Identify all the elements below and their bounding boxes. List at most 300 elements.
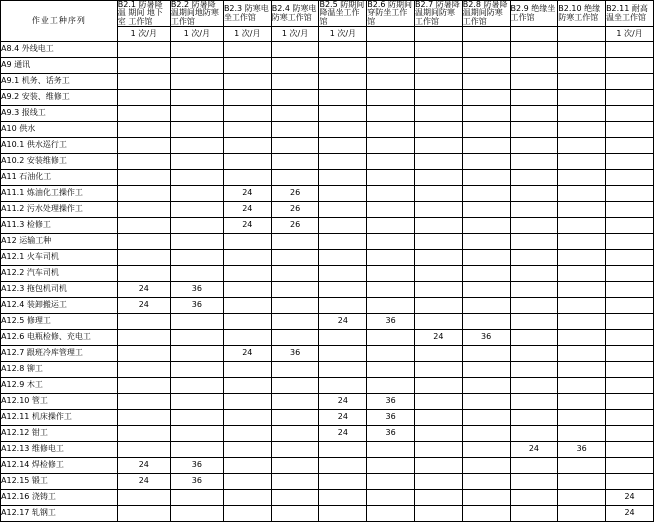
cell-B2-7[interactable] [415,298,463,314]
cell-B2-3[interactable] [223,58,271,74]
cell-B2-5[interactable] [319,362,367,378]
cell-B2-9[interactable] [510,298,558,314]
cell-B2-11[interactable] [606,458,654,474]
cell-B2-3[interactable] [223,90,271,106]
cell-B2-5[interactable] [319,170,367,186]
cell-B2-5[interactable] [319,218,367,234]
cell-B2-2[interactable] [170,42,223,58]
cell-B2-2[interactable]: 36 [170,282,223,298]
cell-B2-5[interactable] [319,234,367,250]
cell-B2-6[interactable] [367,362,415,378]
cell-B2-4[interactable] [271,266,319,282]
cell-B2-2[interactable] [170,218,223,234]
cell-B2-10[interactable] [558,362,606,378]
cell-B2-3[interactable] [223,330,271,346]
table-row[interactable] [1,154,654,170]
cell-B2-5[interactable] [319,458,367,474]
cell-B2-6[interactable] [367,378,415,394]
cell-B2-7[interactable] [415,234,463,250]
cell-B2-7[interactable] [415,426,463,442]
cell-B2-7[interactable] [415,266,463,282]
table-row[interactable] [1,298,654,314]
cell-B2-4[interactable] [271,250,319,266]
cell-B2-7[interactable] [415,442,463,458]
cell-B2-6[interactable]: 36 [367,314,415,330]
cell-B2-6[interactable]: 36 [367,410,415,426]
cell-B2-2[interactable] [170,266,223,282]
cell-B2-7[interactable] [415,106,463,122]
cell-B2-10[interactable] [558,378,606,394]
cell-B2-11[interactable] [606,58,654,74]
cell-B2-8[interactable] [462,106,510,122]
cell-B2-7[interactable] [415,314,463,330]
cell-B2-7[interactable] [415,410,463,426]
cell-B2-7[interactable] [415,138,463,154]
cell-B2-8[interactable] [462,410,510,426]
cell-B2-3[interactable] [223,474,271,490]
cell-B2-11[interactable] [606,282,654,298]
cell-B2-9[interactable] [510,426,558,442]
cell-B2-6[interactable] [367,330,415,346]
cell-B2-4[interactable] [271,106,319,122]
cell-B2-7[interactable] [415,490,463,506]
cell-B2-1[interactable] [117,346,170,362]
cell-B2-3[interactable] [223,410,271,426]
cell-B2-6[interactable] [367,266,415,282]
table-row[interactable] [1,138,654,154]
cell-B2-9[interactable] [510,474,558,490]
cell-B2-4[interactable] [271,506,319,522]
cell-B2-5[interactable] [319,506,367,522]
cell-B2-11[interactable] [606,378,654,394]
cell-B2-10[interactable] [558,218,606,234]
table-row[interactable] [1,186,654,202]
cell-B2-3[interactable]: 24 [223,218,271,234]
table-row[interactable] [1,474,654,490]
cell-B2-2[interactable] [170,346,223,362]
cell-B2-5[interactable]: 24 [319,426,367,442]
cell-B2-1[interactable] [117,138,170,154]
cell-B2-8[interactable] [462,74,510,90]
cell-B2-6[interactable] [367,298,415,314]
cell-B2-8[interactable] [462,234,510,250]
cell-B2-4[interactable] [271,154,319,170]
cell-B2-4[interactable] [271,362,319,378]
cell-B2-9[interactable] [510,74,558,90]
cell-B2-8[interactable] [462,362,510,378]
cell-B2-9[interactable] [510,42,558,58]
cell-B2-1[interactable]: 24 [117,298,170,314]
table-row[interactable] [1,218,654,234]
cell-B2-10[interactable] [558,298,606,314]
cell-B2-1[interactable] [117,186,170,202]
cell-B2-11[interactable] [606,74,654,90]
cell-B2-4[interactable]: 26 [271,218,319,234]
cell-B2-7[interactable] [415,154,463,170]
cell-B2-4[interactable]: 36 [271,346,319,362]
cell-B2-6[interactable] [367,474,415,490]
cell-B2-4[interactable] [271,442,319,458]
cell-B2-3[interactable] [223,394,271,410]
cell-B2-4[interactable] [271,330,319,346]
cell-B2-5[interactable] [319,202,367,218]
cell-B2-7[interactable] [415,90,463,106]
cell-B2-11[interactable] [606,250,654,266]
cell-B2-1[interactable] [117,394,170,410]
cell-B2-11[interactable] [606,154,654,170]
table-row[interactable] [1,330,654,346]
cell-B2-10[interactable] [558,42,606,58]
cell-B2-8[interactable] [462,458,510,474]
cell-B2-3[interactable] [223,42,271,58]
cell-B2-9[interactable] [510,314,558,330]
cell-B2-2[interactable] [170,90,223,106]
cell-B2-1[interactable] [117,170,170,186]
cell-B2-5[interactable] [319,42,367,58]
cell-B2-7[interactable] [415,346,463,362]
cell-B2-3[interactable] [223,442,271,458]
cell-B2-10[interactable] [558,266,606,282]
cell-B2-5[interactable] [319,58,367,74]
cell-B2-3[interactable] [223,362,271,378]
cell-B2-6[interactable]: 36 [367,426,415,442]
cell-B2-2[interactable] [170,410,223,426]
cell-B2-8[interactable] [462,154,510,170]
cell-B2-5[interactable] [319,378,367,394]
cell-B2-5[interactable] [319,250,367,266]
cell-B2-6[interactable] [367,138,415,154]
cell-B2-2[interactable] [170,490,223,506]
cell-B2-1[interactable] [117,122,170,138]
cell-B2-10[interactable] [558,90,606,106]
cell-B2-1[interactable] [117,506,170,522]
cell-B2-2[interactable]: 36 [170,458,223,474]
cell-B2-2[interactable] [170,314,223,330]
cell-B2-7[interactable] [415,58,463,74]
cell-B2-1[interactable] [117,218,170,234]
cell-B2-10[interactable] [558,170,606,186]
cell-B2-1[interactable] [117,490,170,506]
cell-B2-4[interactable]: 26 [271,186,319,202]
cell-B2-3[interactable] [223,490,271,506]
cell-B2-9[interactable] [510,458,558,474]
cell-B2-10[interactable] [558,474,606,490]
cell-B2-8[interactable] [462,426,510,442]
cell-B2-2[interactable] [170,74,223,90]
cell-B2-9[interactable] [510,186,558,202]
cell-B2-3[interactable] [223,458,271,474]
cell-B2-8[interactable] [462,378,510,394]
cell-B2-2[interactable] [170,442,223,458]
cell-B2-1[interactable]: 24 [117,282,170,298]
cell-B2-11[interactable] [606,218,654,234]
cell-B2-1[interactable] [117,58,170,74]
cell-B2-6[interactable] [367,42,415,58]
cell-B2-7[interactable] [415,122,463,138]
cell-B2-11[interactable] [606,298,654,314]
cell-B2-10[interactable] [558,314,606,330]
cell-B2-5[interactable] [319,138,367,154]
table-row[interactable] [1,122,654,138]
cell-B2-10[interactable] [558,122,606,138]
cell-B2-1[interactable] [117,106,170,122]
table-row[interactable] [1,410,654,426]
cell-B2-1[interactable] [117,266,170,282]
cell-B2-10[interactable] [558,346,606,362]
cell-B2-6[interactable] [367,458,415,474]
cell-B2-11[interactable] [606,330,654,346]
cell-B2-7[interactable] [415,250,463,266]
cell-B2-3[interactable] [223,106,271,122]
cell-B2-4[interactable] [271,234,319,250]
cell-B2-8[interactable] [462,490,510,506]
cell-B2-7[interactable] [415,42,463,58]
cell-B2-9[interactable] [510,58,558,74]
cell-B2-1[interactable] [117,330,170,346]
table-row[interactable] [1,42,654,58]
cell-B2-10[interactable] [558,506,606,522]
cell-B2-11[interactable] [606,410,654,426]
cell-B2-10[interactable] [558,282,606,298]
cell-B2-3[interactable] [223,378,271,394]
cell-B2-11[interactable] [606,474,654,490]
cell-B2-11[interactable] [606,362,654,378]
cell-B2-9[interactable] [510,394,558,410]
cell-B2-11[interactable] [606,266,654,282]
cell-B2-2[interactable] [170,122,223,138]
cell-B2-6[interactable] [367,186,415,202]
cell-B2-3[interactable] [223,314,271,330]
cell-B2-11[interactable] [606,90,654,106]
cell-B2-1[interactable]: 24 [117,474,170,490]
cell-B2-2[interactable] [170,58,223,74]
cell-B2-6[interactable] [367,154,415,170]
cell-B2-9[interactable] [510,218,558,234]
cell-B2-11[interactable] [606,202,654,218]
cell-B2-4[interactable] [271,490,319,506]
cell-B2-11[interactable]: 24 [606,506,654,522]
cell-B2-1[interactable] [117,42,170,58]
table-row[interactable] [1,394,654,410]
cell-B2-4[interactable]: 26 [271,202,319,218]
cell-B2-6[interactable] [367,442,415,458]
cell-B2-2[interactable] [170,378,223,394]
cell-B2-3[interactable] [223,74,271,90]
cell-B2-10[interactable] [558,58,606,74]
cell-B2-5[interactable] [319,106,367,122]
cell-B2-1[interactable] [117,410,170,426]
cell-B2-2[interactable] [170,202,223,218]
cell-B2-11[interactable] [606,426,654,442]
table-row[interactable] [1,378,654,394]
cell-B2-1[interactable] [117,442,170,458]
cell-B2-8[interactable] [462,442,510,458]
cell-B2-3[interactable] [223,266,271,282]
cell-B2-9[interactable] [510,138,558,154]
cell-B2-3[interactable] [223,138,271,154]
cell-B2-5[interactable] [319,122,367,138]
table-row[interactable] [1,58,654,74]
table-row[interactable] [1,490,654,506]
table-row[interactable] [1,442,654,458]
cell-B2-5[interactable] [319,74,367,90]
cell-B2-11[interactable] [606,138,654,154]
cell-B2-8[interactable] [462,394,510,410]
cell-B2-4[interactable] [271,170,319,186]
cell-B2-9[interactable] [510,346,558,362]
cell-B2-4[interactable] [271,410,319,426]
cell-B2-8[interactable] [462,218,510,234]
cell-B2-5[interactable] [319,186,367,202]
cell-B2-5[interactable] [319,90,367,106]
cell-B2-10[interactable] [558,186,606,202]
cell-B2-6[interactable] [367,282,415,298]
cell-B2-1[interactable] [117,250,170,266]
table-row[interactable] [1,282,654,298]
cell-B2-9[interactable] [510,234,558,250]
table-row[interactable] [1,234,654,250]
cell-B2-6[interactable] [367,234,415,250]
cell-B2-1[interactable] [117,378,170,394]
cell-B2-1[interactable] [117,154,170,170]
cell-B2-4[interactable] [271,394,319,410]
cell-B2-11[interactable] [606,122,654,138]
cell-B2-2[interactable] [170,138,223,154]
cell-B2-8[interactable] [462,266,510,282]
cell-B2-10[interactable] [558,410,606,426]
cell-B2-7[interactable] [415,474,463,490]
cell-B2-5[interactable] [319,266,367,282]
cell-B2-10[interactable] [558,394,606,410]
cell-B2-7[interactable] [415,186,463,202]
cell-B2-8[interactable] [462,250,510,266]
cell-B2-4[interactable] [271,314,319,330]
cell-B2-1[interactable]: 24 [117,458,170,474]
cell-B2-11[interactable] [606,186,654,202]
cell-B2-7[interactable] [415,458,463,474]
cell-B2-10[interactable]: 36 [558,442,606,458]
cell-B2-10[interactable] [558,490,606,506]
cell-B2-7[interactable] [415,394,463,410]
table-row[interactable] [1,314,654,330]
cell-B2-2[interactable] [170,186,223,202]
cell-B2-4[interactable] [271,138,319,154]
cell-B2-11[interactable] [606,394,654,410]
cell-B2-1[interactable] [117,74,170,90]
cell-B2-9[interactable] [510,506,558,522]
cell-B2-8[interactable] [462,42,510,58]
cell-B2-5[interactable] [319,346,367,362]
cell-B2-9[interactable] [510,490,558,506]
cell-B2-3[interactable] [223,122,271,138]
cell-B2-2[interactable] [170,394,223,410]
cell-B2-6[interactable] [367,106,415,122]
cell-B2-2[interactable] [170,330,223,346]
cell-B2-2[interactable] [170,506,223,522]
cell-B2-10[interactable] [558,106,606,122]
cell-B2-9[interactable] [510,170,558,186]
cell-B2-9[interactable] [510,410,558,426]
cell-B2-8[interactable] [462,170,510,186]
cell-B2-9[interactable] [510,250,558,266]
table-row[interactable] [1,346,654,362]
cell-B2-11[interactable] [606,442,654,458]
cell-B2-4[interactable] [271,42,319,58]
cell-B2-6[interactable] [367,346,415,362]
cell-B2-4[interactable] [271,474,319,490]
cell-B2-9[interactable] [510,202,558,218]
table-row[interactable] [1,90,654,106]
table-row[interactable] [1,170,654,186]
cell-B2-9[interactable] [510,378,558,394]
cell-B2-9[interactable]: 24 [510,442,558,458]
cell-B2-5[interactable] [319,474,367,490]
cell-B2-10[interactable] [558,250,606,266]
cell-B2-2[interactable] [170,362,223,378]
cell-B2-6[interactable]: 36 [367,394,415,410]
cell-B2-10[interactable] [558,202,606,218]
cell-B2-5[interactable] [319,490,367,506]
cell-B2-9[interactable] [510,282,558,298]
cell-B2-10[interactable] [558,234,606,250]
table-row[interactable] [1,250,654,266]
cell-B2-1[interactable] [117,90,170,106]
cell-B2-7[interactable] [415,282,463,298]
cell-B2-9[interactable] [510,90,558,106]
cell-B2-7[interactable] [415,378,463,394]
cell-B2-8[interactable] [462,506,510,522]
cell-B2-6[interactable] [367,218,415,234]
cell-B2-2[interactable] [170,170,223,186]
cell-B2-5[interactable] [319,442,367,458]
cell-B2-11[interactable] [606,42,654,58]
cell-B2-4[interactable] [271,458,319,474]
cell-B2-10[interactable] [558,330,606,346]
cell-B2-2[interactable]: 36 [170,298,223,314]
cell-B2-1[interactable] [117,202,170,218]
cell-B2-10[interactable] [558,74,606,90]
table-row[interactable] [1,74,654,90]
cell-B2-3[interactable]: 24 [223,202,271,218]
cell-B2-10[interactable] [558,138,606,154]
cell-B2-1[interactable] [117,362,170,378]
table-row[interactable] [1,266,654,282]
cell-B2-2[interactable]: 36 [170,474,223,490]
cell-B2-6[interactable] [367,122,415,138]
cell-B2-6[interactable] [367,250,415,266]
cell-B2-2[interactable] [170,234,223,250]
cell-B2-10[interactable] [558,426,606,442]
cell-B2-9[interactable] [510,266,558,282]
cell-B2-5[interactable] [319,282,367,298]
cell-B2-11[interactable] [606,234,654,250]
cell-B2-9[interactable] [510,330,558,346]
cell-B2-9[interactable] [510,362,558,378]
cell-B2-6[interactable] [367,506,415,522]
cell-B2-2[interactable] [170,106,223,122]
cell-B2-8[interactable] [462,314,510,330]
cell-B2-9[interactable] [510,122,558,138]
cell-B2-4[interactable] [271,90,319,106]
cell-B2-7[interactable]: 24 [415,330,463,346]
cell-B2-4[interactable] [271,426,319,442]
cell-B2-3[interactable]: 24 [223,186,271,202]
cell-B2-3[interactable]: 24 [223,346,271,362]
cell-B2-3[interactable] [223,154,271,170]
table-row[interactable] [1,458,654,474]
cell-B2-4[interactable] [271,378,319,394]
cell-B2-2[interactable] [170,426,223,442]
